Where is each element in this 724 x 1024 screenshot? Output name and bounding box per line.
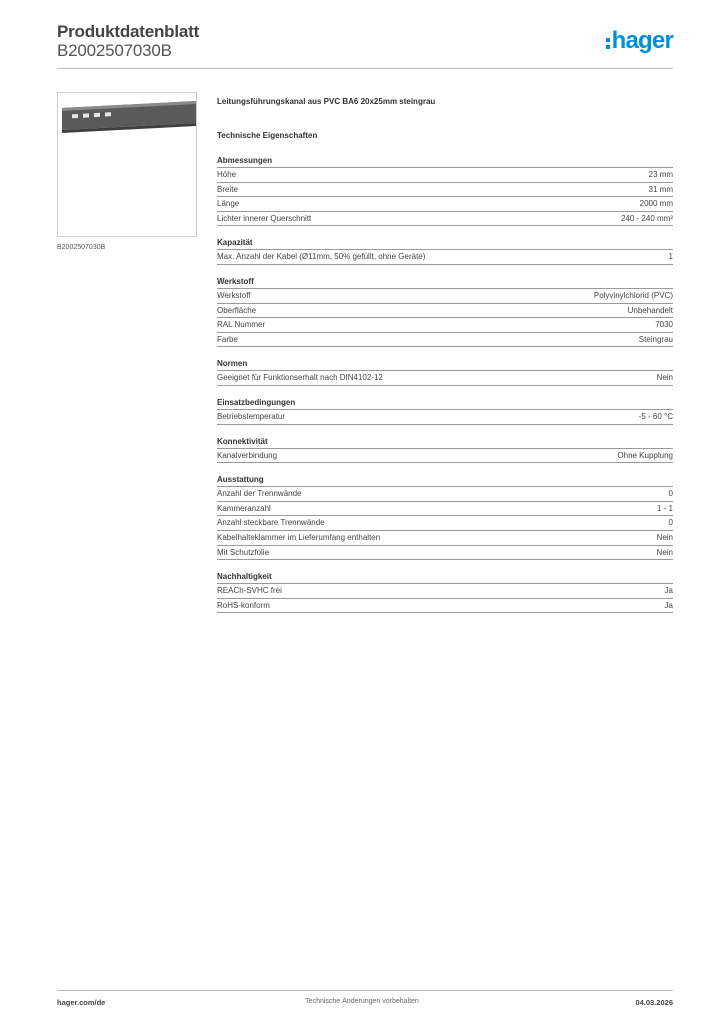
- spec-group-title: Ausstattung: [217, 472, 673, 487]
- spec-group-title: Kapazität: [217, 235, 673, 250]
- spec-row: [217, 333, 673, 348]
- spec-row: [217, 449, 673, 464]
- logo-text: hager: [611, 27, 673, 54]
- spec-value: Ja: [664, 600, 673, 610]
- spec-label: Max. Anzahl der Kabel (Ø11mm, 50% gefüllt, ohne Geräte): [217, 252, 426, 262]
- spec-group-title: Werkstoff: [217, 274, 673, 289]
- logo-colon-icon: [606, 38, 610, 49]
- spec-label: Kammeranzahl: [217, 503, 271, 513]
- spec-value: 1: [668, 252, 673, 262]
- spec-label: Geeignet für Funktionserhalt nach DIN4102-12: [217, 373, 383, 383]
- footer-website-link[interactable]: hager.com/de: [57, 998, 106, 1007]
- spec-row: [217, 584, 673, 599]
- spec-value: Polyvinylchlorid (PVC): [593, 290, 673, 300]
- spec-row: [217, 197, 673, 212]
- spec-group: [217, 472, 673, 560]
- spec-label: Mit Schutzfolie: [217, 547, 270, 557]
- spec-group-title: Einsatzbedingungen: [217, 395, 673, 410]
- spec-group: [217, 235, 673, 265]
- spec-value: 7030: [655, 320, 673, 330]
- spec-value: 240 - 240 mm²: [620, 213, 673, 223]
- product-image: [57, 92, 197, 237]
- spec-label: Länge: [217, 199, 240, 209]
- spec-group: [217, 569, 673, 613]
- spec-group: [217, 395, 673, 425]
- spec-groups: [217, 153, 673, 613]
- spec-value: 0: [668, 489, 673, 499]
- spec-value: 2000 mm: [639, 199, 673, 209]
- footer-date: 04.03.2026: [635, 998, 673, 1007]
- spec-label: RoHS-konform: [217, 600, 270, 610]
- spec-group: [217, 274, 673, 347]
- spec-row: [217, 304, 673, 319]
- spec-row: [217, 531, 673, 546]
- spec-label: Kabelhalteklammer im Lieferumfang enthalten: [217, 532, 381, 542]
- spec-label: Anzahl steckbare Trennwände: [217, 518, 325, 528]
- spec-label: Werkstoff: [217, 290, 251, 300]
- document-title: Produktdatenblatt: [57, 22, 200, 41]
- spec-group-title: Nachhaltigkeit: [217, 569, 673, 584]
- spec-label: Anzahl der Trennwände: [217, 489, 302, 499]
- spec-value: Nein: [656, 532, 673, 542]
- image-caption: B2002507030B: [57, 244, 106, 251]
- spec-label: REACh-SVHC frei: [217, 586, 282, 596]
- section-heading: Technische Eigenschaften: [217, 131, 318, 140]
- spec-row: [217, 516, 673, 531]
- spec-label: Betriebstemperatur: [217, 411, 286, 421]
- spec-value: 23 mm: [648, 170, 673, 179]
- spec-value: Nein: [656, 373, 673, 383]
- spec-label: Kanalverbindung: [217, 450, 278, 460]
- spec-value: 1 - 1: [656, 503, 673, 513]
- spec-row: [217, 371, 673, 386]
- spec-label: Farbe: [217, 334, 238, 344]
- spec-row: [217, 318, 673, 333]
- footer-disclaimer: Technische Änderungen vorbehalten: [305, 998, 419, 1005]
- spec-value: Ohne Kupplung: [617, 450, 673, 460]
- spec-row: [217, 410, 673, 425]
- page-header: [57, 22, 673, 70]
- hager-logo: [606, 28, 673, 54]
- header-divider: [57, 68, 673, 69]
- spec-group: [217, 153, 673, 226]
- spec-group-title: Normen: [217, 356, 673, 371]
- cable-duct-icon: [58, 93, 198, 238]
- spec-row: [217, 599, 673, 614]
- spec-label: Höhe: [217, 170, 237, 179]
- spec-row: [217, 546, 673, 561]
- product-specifications: [217, 96, 673, 613]
- spec-label: RAL Nummer: [217, 320, 266, 330]
- spec-group: [217, 434, 673, 464]
- spec-value: Steingrau: [638, 334, 673, 344]
- spec-value: Ja: [664, 586, 673, 596]
- spec-value: -5 - 60 °C: [638, 411, 673, 421]
- spec-row: [217, 183, 673, 198]
- spec-group-title: Abmessungen: [217, 153, 673, 168]
- spec-group-title: Konnektivität: [217, 434, 673, 449]
- spec-row: [217, 212, 673, 227]
- spec-row: [217, 289, 673, 304]
- spec-label: Oberfläche: [217, 305, 257, 315]
- product-name: Leitungsführungskanal aus PVC BA6 20x25mm steingrau: [217, 97, 436, 106]
- spec-value: Nein: [656, 547, 673, 557]
- spec-row: [217, 487, 673, 502]
- spec-label: Lichter innerer Querschnitt: [217, 213, 312, 223]
- spec-value: 0: [668, 518, 673, 528]
- spec-label: Breite: [217, 184, 238, 194]
- spec-group: [217, 356, 673, 386]
- spec-row: [217, 250, 673, 265]
- product-code: B2002507030B: [57, 41, 172, 60]
- spec-value: 31 mm: [648, 184, 673, 194]
- spec-row: [217, 168, 673, 183]
- spec-row: [217, 502, 673, 517]
- footer-divider: [57, 990, 673, 991]
- spec-value: Unbehandelt: [627, 305, 673, 315]
